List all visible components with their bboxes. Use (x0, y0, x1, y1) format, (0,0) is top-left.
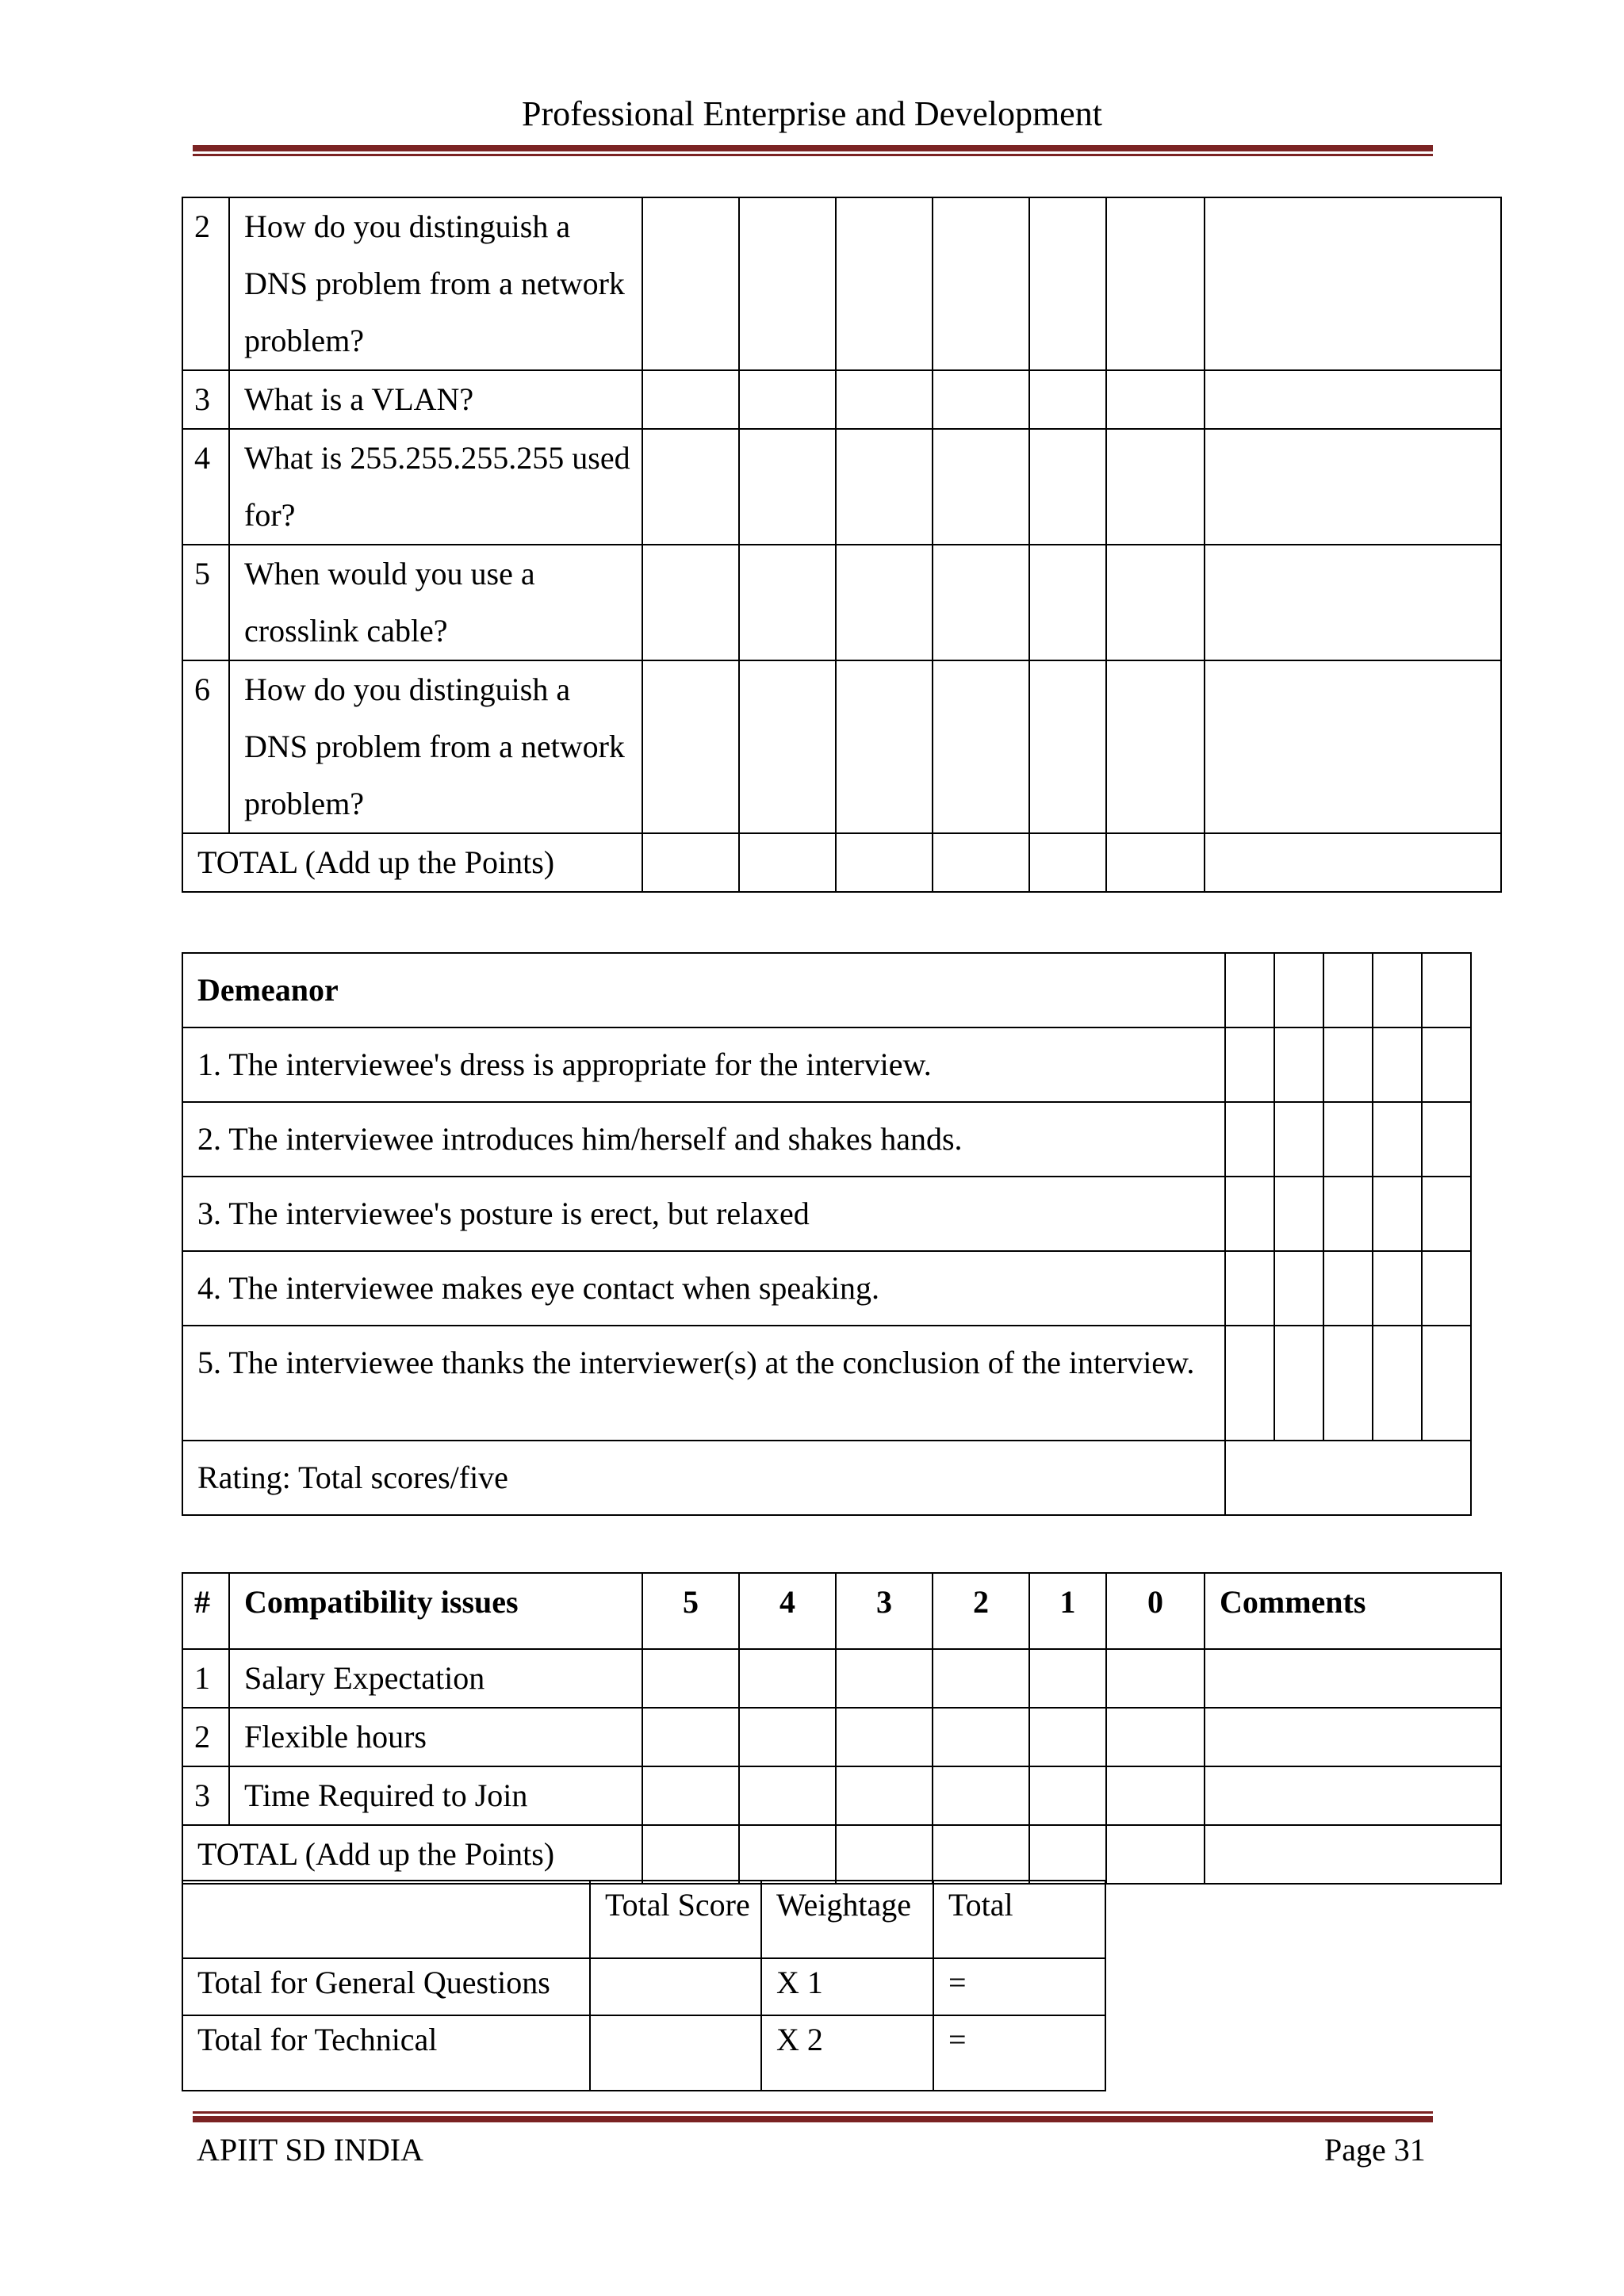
table-row (182, 197, 1501, 370)
comments-cell[interactable] (1205, 429, 1501, 545)
equals-cell[interactable]: = (933, 2015, 1105, 2091)
score-cell[interactable] (739, 429, 836, 545)
weightage-value: X 1 (761, 1958, 933, 2015)
score-cell[interactable] (739, 370, 836, 429)
rating-cell[interactable] (1373, 953, 1422, 1027)
rating-cell[interactable] (1274, 1102, 1323, 1177)
score-cell[interactable] (933, 1825, 1029, 1884)
comments-cell[interactable] (1205, 1649, 1501, 1708)
total-row (182, 1825, 1501, 1884)
rating-cell[interactable] (1422, 1251, 1471, 1326)
equals-cell[interactable]: = (933, 1958, 1105, 2015)
table-row (182, 1102, 1471, 1177)
total-label: TOTAL (Add up the Points) (182, 833, 642, 892)
column-header: 1 (1029, 1573, 1106, 1649)
total-score-cell[interactable] (590, 1958, 761, 2015)
score-cell[interactable] (1029, 660, 1106, 833)
table-row (182, 953, 1471, 1027)
score-cell[interactable] (1106, 197, 1205, 370)
comments-cell[interactable] (1205, 370, 1501, 429)
score-cell[interactable] (933, 370, 1029, 429)
rating-cell[interactable] (1274, 1326, 1323, 1441)
score-cell[interactable] (642, 660, 739, 833)
score-cell[interactable] (1029, 1825, 1106, 1884)
score-cell[interactable] (1106, 1708, 1205, 1766)
summary-header-blank (182, 1881, 590, 1958)
rating-cell[interactable] (1373, 1102, 1422, 1177)
score-cell[interactable] (933, 1708, 1029, 1766)
summary-table (182, 1880, 1106, 2091)
comments-cell[interactable] (1205, 833, 1501, 892)
page-number: Page 31 (1324, 2132, 1426, 2168)
table-row (182, 1708, 1501, 1766)
demeanor-title: Demeanor (182, 953, 1225, 1027)
rating-cell[interactable] (1225, 953, 1274, 1027)
score-cell[interactable] (933, 197, 1029, 370)
rating-cell[interactable] (1323, 1177, 1373, 1251)
column-header: Weightage (761, 1881, 933, 1958)
comments-cell[interactable] (1205, 545, 1501, 660)
total-score-cell[interactable] (590, 2015, 761, 2091)
score-cell[interactable] (1029, 1766, 1106, 1825)
score-cell[interactable] (836, 833, 933, 892)
column-header: 2 (933, 1573, 1029, 1649)
demeanor-item: 4. The interviewee makes eye contact when speaking. (182, 1251, 1225, 1326)
rating-cell[interactable] (1225, 1027, 1274, 1102)
score-cell[interactable] (1106, 1766, 1205, 1825)
score-cell[interactable] (642, 1649, 739, 1708)
rating-cell[interactable] (1225, 1102, 1274, 1177)
question-number: 2 (182, 197, 229, 370)
score-cell[interactable] (642, 1825, 739, 1884)
table-row (182, 1251, 1471, 1326)
score-cell[interactable] (836, 1708, 933, 1766)
column-header: 3 (836, 1573, 933, 1649)
rating-cell[interactable] (1274, 1177, 1323, 1251)
footer-institution: APIIT SD INDIA (197, 2132, 423, 2168)
column-header: 0 (1106, 1573, 1205, 1649)
score-cell[interactable] (1029, 197, 1106, 370)
table-row (182, 660, 1501, 833)
demeanor-item: 3. The interviewee's posture is erect, but relaxed (182, 1177, 1225, 1251)
score-cell[interactable] (836, 545, 933, 660)
comments-cell[interactable] (1205, 197, 1501, 370)
score-cell[interactable] (1106, 429, 1205, 545)
question-text: When would you use a crosslink cable? (229, 545, 642, 660)
score-cell[interactable] (739, 197, 836, 370)
weightage-value: X 2 (761, 2015, 933, 2091)
rating-cell[interactable] (1323, 1326, 1373, 1441)
score-cell[interactable] (739, 1649, 836, 1708)
comments-cell[interactable] (1205, 660, 1501, 833)
score-cell[interactable] (642, 1708, 739, 1766)
question-number: 3 (182, 370, 229, 429)
issue-text: Time Required to Join (229, 1766, 642, 1825)
issue-number: 3 (182, 1766, 229, 1825)
table-row (182, 370, 1501, 429)
table-row (182, 545, 1501, 660)
summary-label: Total for Technical (182, 2015, 590, 2091)
header-rule (193, 145, 1433, 156)
comments-cell[interactable] (1205, 1825, 1501, 1884)
score-cell[interactable] (1029, 1649, 1106, 1708)
score-cell[interactable] (836, 429, 933, 545)
score-cell[interactable] (642, 429, 739, 545)
rating-cell[interactable] (1422, 1102, 1471, 1177)
rating-cell[interactable] (1373, 1177, 1422, 1251)
demeanor-item: 2. The interviewee introduces him/herself and shakes hands. (182, 1102, 1225, 1177)
score-cell[interactable] (739, 1825, 836, 1884)
rating-cell[interactable] (1373, 1251, 1422, 1326)
issue-number: 1 (182, 1649, 229, 1708)
question-text: What is a VLAN? (229, 370, 642, 429)
column-header: Total Score (590, 1881, 761, 1958)
score-cell[interactable] (933, 429, 1029, 545)
rating-cell[interactable] (1225, 1326, 1274, 1441)
score-cell[interactable] (933, 833, 1029, 892)
score-cell[interactable] (1106, 1649, 1205, 1708)
score-cell[interactable] (836, 1825, 933, 1884)
score-cell[interactable] (1106, 1825, 1205, 1884)
score-cell[interactable] (1106, 545, 1205, 660)
rating-cell[interactable] (1225, 1177, 1274, 1251)
rating-cell[interactable] (1373, 1027, 1422, 1102)
table-header-row (182, 1881, 1105, 1958)
rating-cell[interactable] (1422, 1326, 1471, 1441)
column-header: 4 (739, 1573, 836, 1649)
comments-cell[interactable] (1205, 1766, 1501, 1825)
rating-total-cell[interactable] (1225, 1441, 1471, 1515)
score-cell[interactable] (739, 1708, 836, 1766)
column-header: Comments (1205, 1573, 1501, 1649)
score-cell[interactable] (836, 1766, 933, 1825)
rating-cell[interactable] (1323, 1102, 1373, 1177)
table-row (182, 1649, 1501, 1708)
rating-cell[interactable] (1274, 1251, 1323, 1326)
question-text: How do you distinguish a DNS problem from a network problem? (229, 197, 642, 370)
score-cell[interactable] (1029, 370, 1106, 429)
technical-questions-table (182, 197, 1502, 893)
rating-label: Rating: Total scores/five (182, 1441, 1225, 1515)
table-row (182, 1766, 1501, 1825)
score-cell[interactable] (739, 1766, 836, 1825)
score-cell[interactable] (1029, 429, 1106, 545)
table-header-row (182, 1573, 1501, 1649)
score-cell[interactable] (642, 545, 739, 660)
score-cell[interactable] (1106, 370, 1205, 429)
compatibility-table (182, 1572, 1502, 1885)
score-cell[interactable] (739, 660, 836, 833)
column-header: 5 (642, 1573, 739, 1649)
question-number: 6 (182, 660, 229, 833)
rating-cell[interactable] (1274, 953, 1323, 1027)
demeanor-item: 5. The interviewee thanks the interviewer(s) at the conclusion of the interview. (182, 1326, 1225, 1441)
score-cell[interactable] (1029, 545, 1106, 660)
score-cell[interactable] (933, 1649, 1029, 1708)
rating-cell[interactable] (1422, 953, 1471, 1027)
score-cell[interactable] (642, 833, 739, 892)
issue-text: Flexible hours (229, 1708, 642, 1766)
total-row (182, 833, 1501, 892)
issue-number: 2 (182, 1708, 229, 1766)
rating-cell[interactable] (1323, 1251, 1373, 1326)
issue-text: Salary Expectation (229, 1649, 642, 1708)
score-cell[interactable] (642, 1766, 739, 1825)
question-number: 4 (182, 429, 229, 545)
score-cell[interactable] (642, 197, 739, 370)
table-row (182, 1027, 1471, 1102)
rating-cell[interactable] (1373, 1326, 1422, 1441)
score-cell[interactable] (836, 197, 933, 370)
score-cell[interactable] (642, 370, 739, 429)
table-row (182, 1958, 1105, 2015)
rating-row (182, 1441, 1471, 1515)
score-cell[interactable] (1029, 1708, 1106, 1766)
question-text: What is 255.255.255.255 used for? (229, 429, 642, 545)
table-row (182, 1326, 1471, 1441)
rating-cell[interactable] (1225, 1251, 1274, 1326)
score-cell[interactable] (836, 370, 933, 429)
total-label: TOTAL (Add up the Points) (182, 1825, 642, 1884)
question-text: How do you distinguish a DNS problem from a network problem? (229, 660, 642, 833)
rating-cell[interactable] (1274, 1027, 1323, 1102)
column-header: Compatibility issues (229, 1573, 642, 1649)
score-cell[interactable] (739, 545, 836, 660)
score-cell[interactable] (739, 833, 836, 892)
rating-cell[interactable] (1323, 1027, 1373, 1102)
score-cell[interactable] (1106, 833, 1205, 892)
demeanor-item: 1. The interviewee's dress is appropriate for the interview. (182, 1027, 1225, 1102)
rating-cell[interactable] (1422, 1027, 1471, 1102)
rating-cell[interactable] (1323, 953, 1373, 1027)
score-cell[interactable] (933, 1766, 1029, 1825)
table-row (182, 2015, 1105, 2091)
rating-cell[interactable] (1422, 1177, 1471, 1251)
page-header: Professional Enterprise and Development (522, 94, 1102, 133)
footer-rule (193, 2111, 1433, 2122)
score-cell[interactable] (836, 1649, 933, 1708)
score-cell[interactable] (933, 660, 1029, 833)
summary-label: Total for General Questions (182, 1958, 590, 2015)
table-row (182, 1177, 1471, 1251)
question-number: 5 (182, 545, 229, 660)
score-cell[interactable] (1029, 833, 1106, 892)
score-cell[interactable] (1106, 660, 1205, 833)
score-cell[interactable] (836, 660, 933, 833)
column-header: # (182, 1573, 229, 1649)
comments-cell[interactable] (1205, 1708, 1501, 1766)
demeanor-table (182, 952, 1472, 1516)
score-cell[interactable] (933, 545, 1029, 660)
column-header: Total (933, 1881, 1105, 1958)
table-row (182, 429, 1501, 545)
